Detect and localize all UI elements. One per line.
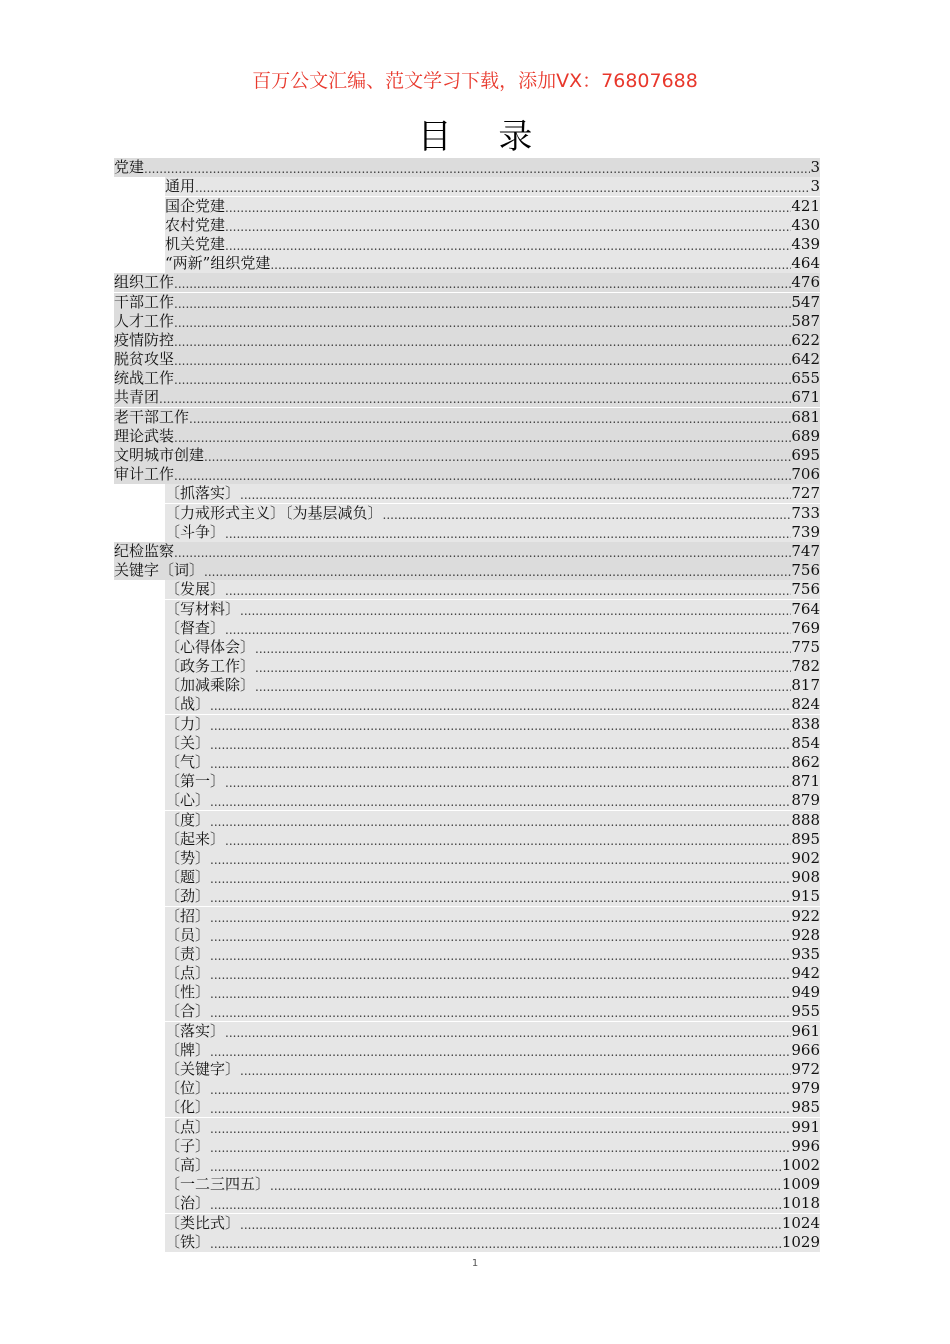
toc-entry[interactable] [114,810,820,829]
toc-entry-page: 764 [791,599,820,618]
toc-leader-dots [240,1060,791,1079]
toc-entry[interactable] [114,407,820,426]
toc-entry-label: 组织工作 [114,273,175,292]
toc-entry-page: 854 [791,733,820,752]
toc-entry[interactable] [114,388,820,407]
toc-leader-dots [210,791,791,810]
toc-leader-dots [210,849,791,868]
toc-leader-dots [159,388,791,407]
toc-entry[interactable] [114,1233,820,1252]
toc-entry[interactable] [114,196,820,215]
toc-leader-dots [189,408,791,427]
toc-entry-label: 〔第一〕 [165,772,226,791]
toc-leader-dots [255,676,791,695]
toc-entry[interactable] [114,427,820,446]
toc-leader-dots [210,1194,782,1213]
toc-leader-dots [225,772,791,791]
toc-entry-label: 〔员〕 [165,925,211,944]
toc-entry[interactable] [114,177,820,196]
toc-entry[interactable] [114,1156,820,1175]
toc-entry-label: 机关党建 [165,234,226,253]
toc-leader-dots [225,216,791,235]
toc-entry-page: 439 [791,234,820,253]
toc-entry[interactable] [114,714,820,733]
toc-entry[interactable] [114,906,820,925]
toc-entry-page: 1024 [781,1213,820,1232]
toc-entry-label: 审计工作 [114,465,175,484]
toc-entry-label: 〔铁〕 [165,1232,211,1251]
toc-entry-page: 681 [791,407,820,426]
toc-entry[interactable] [114,638,820,657]
toc-entry-page: 1018 [781,1194,820,1213]
toc-entry-label: 〔高〕 [165,1155,211,1174]
toc-entry[interactable] [114,235,820,254]
toc-entry-label: 〔题〕 [165,868,211,887]
toc-entry-page: 1009 [781,1175,820,1194]
toc-entry-label: 人才工作 [114,311,175,330]
toc-entry-label: 〔责〕 [165,944,211,963]
toc-leader-dots [210,1079,791,1098]
toc-entry-label: 〔加减乘除〕 [165,676,256,695]
toc-entry-page: 689 [791,426,820,445]
toc-entry-page: 671 [791,388,820,407]
toc-entry-label: 〔关〕 [165,733,211,752]
toc-leader-dots [210,734,791,753]
toc-entry[interactable] [114,446,820,465]
toc-entry[interactable] [114,503,820,522]
toc-entry-label: 〔一二三四五〕 [165,1175,271,1194]
toc-entry[interactable] [114,887,820,906]
toc-entry-label: 〔性〕 [165,983,211,1002]
toc-entry[interactable] [114,772,820,791]
toc-entry-label: 〔抓落实〕 [165,484,241,503]
toc-entry-label: 共青团 [114,388,160,407]
toc-entry-label: 〔位〕 [165,1079,211,1098]
toc-entry-label: 党建 [114,158,145,177]
toc-entry[interactable] [114,1079,820,1098]
toc-entry-page: 739 [791,522,820,541]
toc-entry-page: 747 [791,541,820,560]
toc-leader-dots [174,312,791,331]
toc-entry[interactable] [114,158,820,177]
toc-entry[interactable] [114,542,820,561]
toc-entry-page: 1002 [781,1155,820,1174]
toc-leader-dots [225,619,791,638]
toc-entry[interactable] [114,599,820,618]
toc-leader-dots [210,715,791,734]
toc-entry-page: 985 [791,1098,820,1117]
toc-entry-page: 879 [791,791,820,810]
toc-entry[interactable] [114,1137,820,1156]
toc-leader-dots [210,945,791,964]
toc-entry-page: 727 [791,484,820,503]
toc-entry-page: 706 [791,465,820,484]
toc-entry[interactable] [114,292,820,311]
toc-entry-page: 547 [791,292,820,311]
toc-entry-page: 979 [791,1079,820,1098]
toc-entry-label: 疫情防控 [114,330,175,349]
toc-entry-page: 1029 [781,1232,820,1251]
toc-leader-dots [174,331,791,350]
toc-leader-dots [240,600,791,619]
toc-leader-dots [204,446,791,465]
toc-entry[interactable] [114,830,820,849]
toc-entry[interactable] [114,350,820,369]
toc-entry-label: 〔招〕 [165,906,211,925]
toc-leader-dots [195,177,810,196]
toc-leader-dots [144,158,810,177]
toc-entry-page: 972 [791,1060,820,1078]
toc-leader-dots [174,427,791,446]
toc-entry[interactable] [114,369,820,388]
toc-leader-dots [210,753,791,772]
toc-entry[interactable] [114,964,820,983]
toc-entry[interactable] [114,523,820,542]
toc-entry-label: 文明城市创建 [114,446,205,464]
toc-entry-page: 476 [791,273,820,292]
toc-entry[interactable] [114,1213,820,1232]
toc-entry[interactable] [114,580,820,599]
toc-entry-page: 862 [791,753,820,771]
toc-entry-label: 〔心得体会〕 [165,637,256,656]
toc-leader-dots [210,1156,782,1175]
toc-entry-label: 〔斗争〕 [165,522,226,541]
toc-entry-page: 922 [791,906,820,925]
toc-leader-dots [240,1214,782,1233]
toc-entry-label: 〔治〕 [165,1194,211,1213]
toc-entry-page: 961 [791,1021,820,1040]
toc-entry[interactable] [114,676,820,695]
toc-leader-dots [255,657,791,676]
toc-entry-page: 991 [791,1117,820,1136]
toc-entry-label: 通用 [165,177,196,196]
toc-leader-dots [210,1098,791,1117]
toc-entry-page: 902 [791,848,820,867]
toc-entry-label: 〔战〕 [165,695,211,714]
promo-banner: 百万公文汇编、范文学习下载，添加VX：76807688 [252,70,698,92]
toc-entry[interactable] [114,254,820,273]
toc-entry-page: 908 [791,868,820,887]
toc-entry-label: 统战工作 [114,369,175,388]
toc-leader-dots [210,1041,791,1060]
toc-entry-label: 〔写材料〕 [165,599,241,618]
toc-entry-label: 干部工作 [114,292,175,311]
toc-entry-label: 〔督查〕 [165,618,226,637]
toc-entry[interactable] [114,619,820,638]
toc-leader-dots [255,638,791,657]
toc-entry-label: 〔发展〕 [165,580,226,599]
toc-entry-page: 464 [791,254,820,273]
toc-entry-label: 〔牌〕 [165,1040,211,1059]
toc-leader-dots [210,1233,782,1252]
toc-leader-dots [210,1002,791,1021]
toc-leader-dots [174,273,791,292]
toc-leader-dots [383,504,792,523]
toc-leader-dots [210,907,791,926]
toc-entry[interactable] [114,1117,820,1136]
toc-leader-dots [225,523,791,542]
toc-entry-label: 〔度〕 [165,810,211,829]
toc-entry-page: 935 [791,944,820,963]
toc-entry[interactable] [114,465,820,484]
toc-entry[interactable] [114,849,820,868]
toc-entry[interactable] [114,312,820,331]
toc-entry-label: 〔点〕 [165,1117,211,1136]
toc-entry-page: 642 [791,350,820,369]
toc-entry-page: 888 [791,810,820,829]
toc-entry-page: 782 [791,657,820,676]
toc-entry-label: 〔政务工作〕 [165,657,256,676]
toc-entry-page: 824 [791,695,820,714]
toc-entry-page: 838 [791,714,820,733]
toc-entry-page: 695 [791,446,820,464]
toc-entry-label: “两新”组织党建 [165,254,271,273]
toc-leader-dots [210,887,791,906]
toc-leader-dots [174,369,791,388]
toc-entry-label: 〔起来〕 [165,829,226,848]
toc-leader-dots [270,254,791,273]
toc-entry-page: 733 [791,503,820,522]
toc-entry-label: 〔劲〕 [165,887,211,906]
toc-entry[interactable] [114,1002,820,1021]
toc-entry-label: 〔类比式〕 [165,1213,241,1232]
toc-entry-label: 纪检监察 [114,541,175,560]
toc-leader-dots [174,293,791,312]
toc-entry[interactable] [114,331,820,350]
toc-entry-page: 769 [791,618,820,637]
toc-entry[interactable] [114,657,820,676]
toc-entry[interactable] [114,695,820,714]
toc-entry[interactable] [114,1175,820,1194]
toc-leader-dots [174,350,791,369]
toc-entry[interactable] [114,273,820,292]
toc-entry-page: 871 [791,772,820,791]
toc-entry[interactable] [114,216,820,235]
toc-entry-label: 农村党建 [165,215,226,234]
toc-entry-label: 国企党建 [165,196,226,215]
toc-leader-dots [204,561,791,580]
toc-leader-dots [225,830,791,849]
toc-leader-dots [174,465,791,484]
toc-entry-page: 3 [810,177,820,196]
toc-entry-label: 〔力戒形式主义〕〔为基层减负〕 [165,503,383,522]
toc-leader-dots [270,1175,782,1194]
toc-leader-dots [210,811,791,830]
toc-entry-page: 3 [810,158,820,177]
toc-entry-page: 928 [791,925,820,944]
toc-leader-dots [225,235,791,254]
toc-entry-page: 587 [791,311,820,330]
toc-entry-label: 关键字〔词〕 [114,561,205,580]
toc-leader-dots [225,1022,791,1041]
toc-entry-page: 622 [791,330,820,349]
toc-entry-label: 〔心〕 [165,791,211,810]
toc-entry-page: 421 [791,196,820,215]
toc-entry[interactable] [114,734,820,753]
toc-leader-dots [210,964,791,983]
toc-entry-page: 756 [791,580,820,599]
toc-entry-label: 〔合〕 [165,1002,211,1021]
toc-entry[interactable] [114,926,820,945]
toc-entry-label: 〔力〕 [165,714,211,733]
toc-entry-label: 〔子〕 [165,1136,211,1155]
toc-entry[interactable] [114,1060,820,1079]
toc-leader-dots [210,926,791,945]
toc-leader-dots [240,484,791,503]
toc-entry-label: 〔关键字〕 [165,1060,241,1078]
toc-entry-page: 756 [791,561,820,580]
page-title: 目 录 [417,117,551,157]
toc-entry[interactable] [114,1041,820,1060]
toc-entry[interactable] [114,1098,820,1117]
toc-entry-page: 966 [791,1040,820,1059]
toc-entry-page: 430 [791,215,820,234]
toc-entry-label: 脱贫攻坚 [114,350,175,369]
toc-entry-page: 817 [791,676,820,695]
toc-entry[interactable] [114,945,820,964]
toc-entry-label: 〔气〕 [165,753,211,771]
toc-leader-dots [210,983,791,1002]
toc-entry[interactable] [114,791,820,810]
toc-entry[interactable] [114,484,820,503]
toc-entry-page: 949 [791,983,820,1002]
toc-entry[interactable] [114,561,820,580]
toc-entry-page: 895 [791,829,820,848]
toc-entry-label: 〔点〕 [165,964,211,983]
table-of-contents [114,158,820,1252]
toc-leader-dots [174,542,791,561]
page-number: 1 [471,1258,479,1269]
toc-entry-page: 775 [791,637,820,656]
toc-leader-dots [225,580,791,599]
toc-entry[interactable] [114,753,820,772]
toc-leader-dots [225,197,791,216]
toc-entry-label: 〔化〕 [165,1098,211,1117]
toc-entry-page: 655 [791,369,820,388]
toc-leader-dots [210,695,791,714]
toc-entry-label: 〔落实〕 [165,1021,226,1040]
toc-entry-page: 996 [791,1136,820,1155]
toc-entry-label: 理论武装 [114,426,175,445]
toc-entry[interactable] [114,1021,820,1040]
toc-leader-dots [210,1137,791,1156]
toc-entry[interactable] [114,1194,820,1213]
toc-entry-label: 〔势〕 [165,848,211,867]
toc-entry[interactable] [114,983,820,1002]
toc-entry-label: 老干部工作 [114,407,190,426]
toc-leader-dots [210,1118,791,1137]
toc-entry-page: 915 [791,887,820,906]
toc-entry[interactable] [114,868,820,887]
toc-entry-page: 955 [791,1002,820,1021]
toc-entry-page: 942 [791,964,820,983]
toc-leader-dots [210,868,791,887]
